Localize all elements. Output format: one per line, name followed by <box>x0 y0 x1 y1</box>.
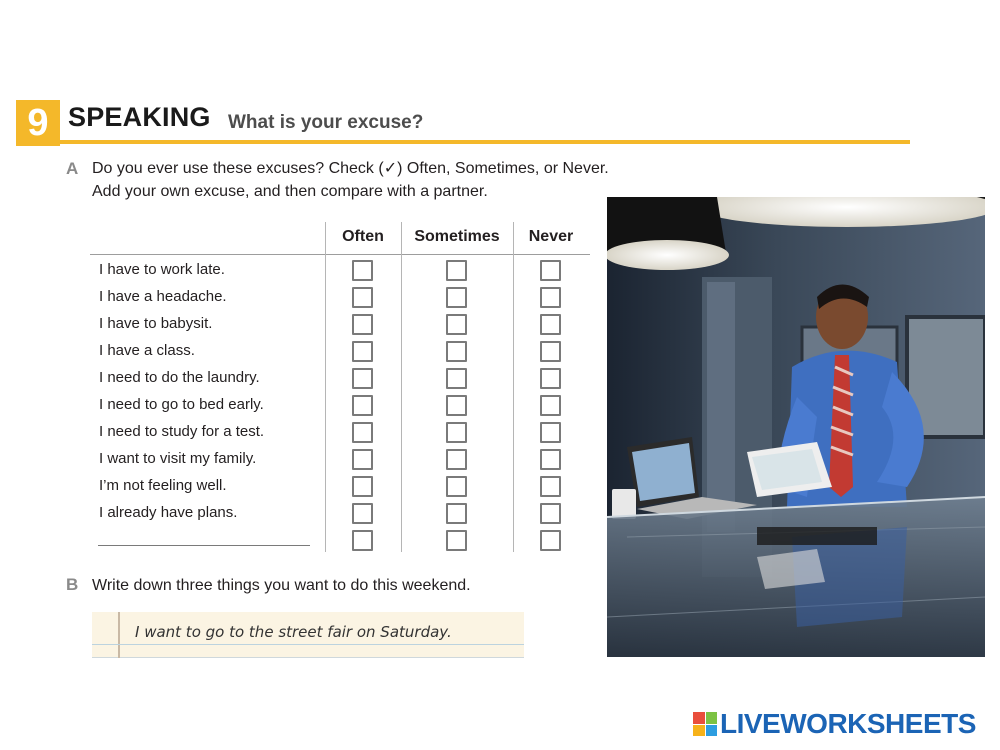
checkbox-sometimes[interactable] <box>446 395 467 416</box>
excuse-label: I need to go to bed early. <box>99 396 264 413</box>
checkbox-often[interactable] <box>352 341 373 362</box>
part-a-instruction-line2: Add your own excuse, and then compare with a partner. <box>92 183 488 200</box>
checkbox-often[interactable] <box>352 530 373 551</box>
checkbox-often[interactable] <box>352 476 373 497</box>
excuse-label: I have a headache. <box>99 288 227 305</box>
checkbox-never[interactable] <box>540 260 561 281</box>
column-header-sometimes: Sometimes <box>414 228 500 245</box>
excuse-label: I need to study for a test. <box>99 423 265 440</box>
checkbox-sometimes[interactable] <box>446 260 467 281</box>
column-header-often: Often <box>342 228 384 245</box>
part-a-letter: A <box>66 159 79 178</box>
checkbox-often[interactable] <box>352 503 373 524</box>
section-title: SPEAKING <box>68 102 211 132</box>
checkbox-never[interactable] <box>540 530 561 551</box>
excuse-label: I have a class. <box>99 342 195 359</box>
excuse-label: I need to do the laundry. <box>99 369 260 386</box>
table-row-own-excuse <box>90 527 590 554</box>
table-row <box>90 473 590 500</box>
checkbox-never[interactable] <box>540 476 561 497</box>
checkbox-sometimes[interactable] <box>446 368 467 389</box>
table-row <box>90 392 590 419</box>
example-answer: I want to go to the street fair on Saturday. <box>135 623 452 641</box>
excuse-label: I have to work late. <box>99 261 225 278</box>
checkbox-often[interactable] <box>352 395 373 416</box>
checkbox-never[interactable] <box>540 341 561 362</box>
checkbox-never[interactable] <box>540 395 561 416</box>
table-row <box>90 446 590 473</box>
table-row <box>90 365 590 392</box>
section-subtitle: What is your excuse? <box>228 112 424 133</box>
table-row <box>90 419 590 446</box>
column-header-never: Never <box>528 228 574 245</box>
table-row <box>90 284 590 311</box>
part-b-letter: B <box>66 575 79 594</box>
checkbox-never[interactable] <box>540 368 561 389</box>
checkbox-sometimes[interactable] <box>446 314 467 335</box>
brand-text: LIVEWORKSHEETS <box>720 708 976 739</box>
section-number-badge: 9 <box>16 100 60 146</box>
checkbox-sometimes[interactable] <box>446 476 467 497</box>
checkbox-sometimes[interactable] <box>446 287 467 308</box>
excuse-label: I’m not feeling well. <box>99 477 227 494</box>
checkbox-never[interactable] <box>540 503 561 524</box>
note-rule-line <box>92 644 524 645</box>
excuse-label: I want to visit my family. <box>99 450 257 467</box>
office-photo <box>607 197 985 657</box>
checkbox-often[interactable] <box>352 314 373 335</box>
part-a-instruction-line1: Do you ever use these excuses? Check (✓) Often, Sometimes, or Never. <box>92 160 609 177</box>
own-excuse-line[interactable] <box>98 545 310 546</box>
checkbox-sometimes[interactable] <box>446 422 467 443</box>
checkbox-never[interactable] <box>540 287 561 308</box>
table-row <box>90 257 590 284</box>
note-margin-line <box>118 612 120 658</box>
checkbox-often[interactable] <box>352 449 373 470</box>
checkbox-sometimes[interactable] <box>446 530 467 551</box>
checkbox-never[interactable] <box>540 314 561 335</box>
excuse-label: I already have plans. <box>99 504 238 521</box>
weekend-plans-note <box>92 612 524 658</box>
section-header <box>16 100 910 146</box>
checkbox-often[interactable] <box>352 422 373 443</box>
checkbox-sometimes[interactable] <box>446 341 467 362</box>
checkbox-often[interactable] <box>352 287 373 308</box>
checkbox-never[interactable] <box>540 449 561 470</box>
checkbox-often[interactable] <box>352 260 373 281</box>
liveworksheets-logo <box>693 708 976 740</box>
excuse-table <box>90 220 590 555</box>
checkbox-never[interactable] <box>540 422 561 443</box>
table-header-rule <box>90 254 590 255</box>
checkbox-often[interactable] <box>352 368 373 389</box>
header-rule <box>60 140 910 144</box>
table-row <box>90 500 590 527</box>
table-row <box>90 311 590 338</box>
logo-grid-icon <box>693 712 717 736</box>
table-row <box>90 338 590 365</box>
checkbox-sometimes[interactable] <box>446 449 467 470</box>
checkbox-sometimes[interactable] <box>446 503 467 524</box>
excuse-label: I have to babysit. <box>99 315 213 332</box>
part-b-instruction: Write down three things you want to do this weekend. <box>92 577 471 594</box>
